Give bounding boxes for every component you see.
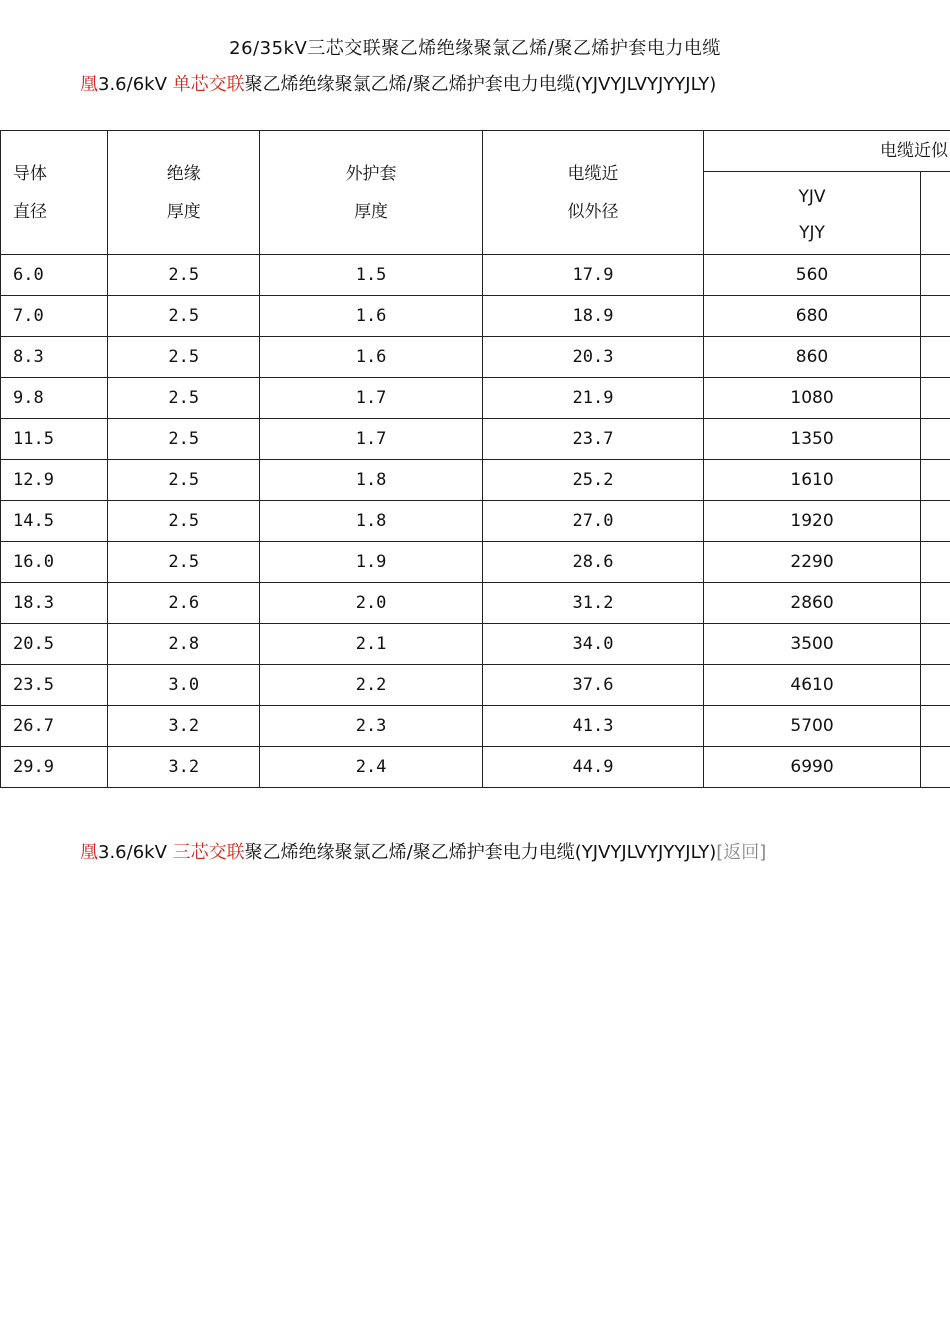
header-conductor-diameter: 导体 直径 — [1, 131, 108, 255]
table-cell: 7.0 — [1, 296, 108, 337]
table-cell: 2.5 — [108, 460, 260, 501]
table-cell: 1350 — [704, 419, 921, 460]
table-cell: 17.9 — [482, 255, 703, 296]
table-cell: 25.2 — [482, 460, 703, 501]
table-cell: 2.1 — [260, 624, 482, 665]
table-cell-cut — [920, 460, 950, 501]
table-cell: 37.6 — [482, 665, 703, 706]
table-cell: 21.9 — [482, 378, 703, 419]
table-cell-cut — [920, 706, 950, 747]
table-cell: 6990 — [704, 747, 921, 788]
table-row — [1, 378, 950, 419]
table-cell: 18.9 — [482, 296, 703, 337]
table-cell: 3.0 — [108, 665, 260, 706]
table-row — [1, 337, 950, 378]
cable-spec-table — [0, 130, 950, 788]
table-cell-cut — [920, 665, 950, 706]
table-cell: 18.3 — [1, 583, 108, 624]
table-cell: 860 — [704, 337, 921, 378]
table-cell: 4610 — [704, 665, 921, 706]
heading-text: 聚乙烯绝缘聚氯乙烯/聚乙烯护套电力电缆(YJVYJLVYJYYJLY) — [244, 842, 717, 863]
table-cell: 2.5 — [108, 419, 260, 460]
table-cell-cut — [920, 255, 950, 296]
table-cell: 9.8 — [1, 378, 108, 419]
table-row — [1, 706, 950, 747]
table-cell: 1.8 — [260, 460, 482, 501]
table-cell-cut — [920, 296, 950, 337]
voltage-label: 3.6/6kV — [98, 74, 167, 95]
table-cell-cut — [920, 501, 950, 542]
table-cell: 34.0 — [482, 624, 703, 665]
section-heading-three-core — [80, 838, 766, 864]
table-cell: 2290 — [704, 542, 921, 583]
header-yjv-yjy: YJV YJY — [704, 172, 921, 255]
table-cell: 1.7 — [260, 419, 482, 460]
table-row — [1, 583, 950, 624]
page-title: 26/35kV三芯交联聚乙烯绝缘聚氯乙烯/聚乙烯护套电力电缆 — [229, 38, 721, 59]
table-cell: 2.5 — [108, 337, 260, 378]
table-cell: 2.2 — [260, 665, 482, 706]
table-cell-cut — [920, 624, 950, 665]
table-cell: 2.5 — [108, 255, 260, 296]
table-cell-cut — [920, 337, 950, 378]
header-approx-weight-group: 电缆近似 — [704, 131, 950, 172]
heading-text: 聚乙烯绝缘聚氯乙烯/聚乙烯护套电力电缆(YJVYJLVYJYYJLY) — [244, 74, 717, 95]
table-cell: 20.5 — [1, 624, 108, 665]
table-row — [1, 501, 950, 542]
table-cell: 12.9 — [1, 460, 108, 501]
table-row — [1, 747, 950, 788]
table-cell: 1610 — [704, 460, 921, 501]
table-cell: 6.0 — [1, 255, 108, 296]
table-cell: 29.9 — [1, 747, 108, 788]
table-cell: 2.5 — [108, 296, 260, 337]
table-cell-cut — [920, 419, 950, 460]
table-cell-cut — [920, 747, 950, 788]
table-cell: 27.0 — [482, 501, 703, 542]
table-cell: 8.3 — [1, 337, 108, 378]
header-approx-outer-diameter: 电缆近 似外径 — [482, 131, 703, 255]
table-cell: 1.5 — [260, 255, 482, 296]
table-cell: 3500 — [704, 624, 921, 665]
table-cell: 1.6 — [260, 296, 482, 337]
table-cell: 1.6 — [260, 337, 482, 378]
table-cell: 23.5 — [1, 665, 108, 706]
table-cell: 44.9 — [482, 747, 703, 788]
section-marker-icon: 凰 — [80, 842, 98, 863]
table-cell: 11.5 — [1, 419, 108, 460]
table-row — [1, 624, 950, 665]
back-link[interactable]: [返回] — [716, 842, 767, 863]
table-cell: 26.7 — [1, 706, 108, 747]
table-cell: 2.4 — [260, 747, 482, 788]
table-body — [1, 255, 950, 788]
table-cell: 2.0 — [260, 583, 482, 624]
table-cell: 560 — [704, 255, 921, 296]
table-cell: 28.6 — [482, 542, 703, 583]
header-cut-column — [920, 172, 950, 255]
table-cell-cut — [920, 378, 950, 419]
header-sheath-thickness: 外护套 厚度 — [260, 131, 482, 255]
voltage-label: 3.6/6kV — [98, 842, 167, 863]
table-cell: 14.5 — [1, 501, 108, 542]
table-cell: 3.2 — [108, 706, 260, 747]
table-cell: 680 — [704, 296, 921, 337]
header-insulation-thickness: 绝缘 厚度 — [108, 131, 260, 255]
table-cell: 2.8 — [108, 624, 260, 665]
table-cell: 1.9 — [260, 542, 482, 583]
table-cell: 2860 — [704, 583, 921, 624]
table-cell: 23.7 — [482, 419, 703, 460]
table-cell: 3.2 — [108, 747, 260, 788]
table-cell-cut — [920, 583, 950, 624]
table-cell: 2.5 — [108, 501, 260, 542]
table-row — [1, 665, 950, 706]
cable-type-label: 单芯交联 — [172, 74, 245, 95]
table-cell: 20.3 — [482, 337, 703, 378]
table-cell-cut — [920, 542, 950, 583]
table-cell: 5700 — [704, 706, 921, 747]
table-row — [1, 255, 950, 296]
table-cell: 1920 — [704, 501, 921, 542]
table-cell: 2.5 — [108, 378, 260, 419]
table-cell: 2.3 — [260, 706, 482, 747]
table-cell: 1.8 — [260, 501, 482, 542]
table-cell: 41.3 — [482, 706, 703, 747]
table-row — [1, 296, 950, 337]
table-row — [1, 460, 950, 501]
table-cell: 16.0 — [1, 542, 108, 583]
section-marker-icon: 凰 — [80, 74, 98, 95]
table-cell: 2.5 — [108, 542, 260, 583]
table-row — [1, 542, 950, 583]
table-cell: 2.6 — [108, 583, 260, 624]
table-row — [1, 419, 950, 460]
table-cell: 31.2 — [482, 583, 703, 624]
cable-type-label: 三芯交联 — [172, 842, 245, 863]
table-cell: 1.7 — [260, 378, 482, 419]
section-heading-single-core — [80, 70, 716, 96]
table-cell: 1080 — [704, 378, 921, 419]
